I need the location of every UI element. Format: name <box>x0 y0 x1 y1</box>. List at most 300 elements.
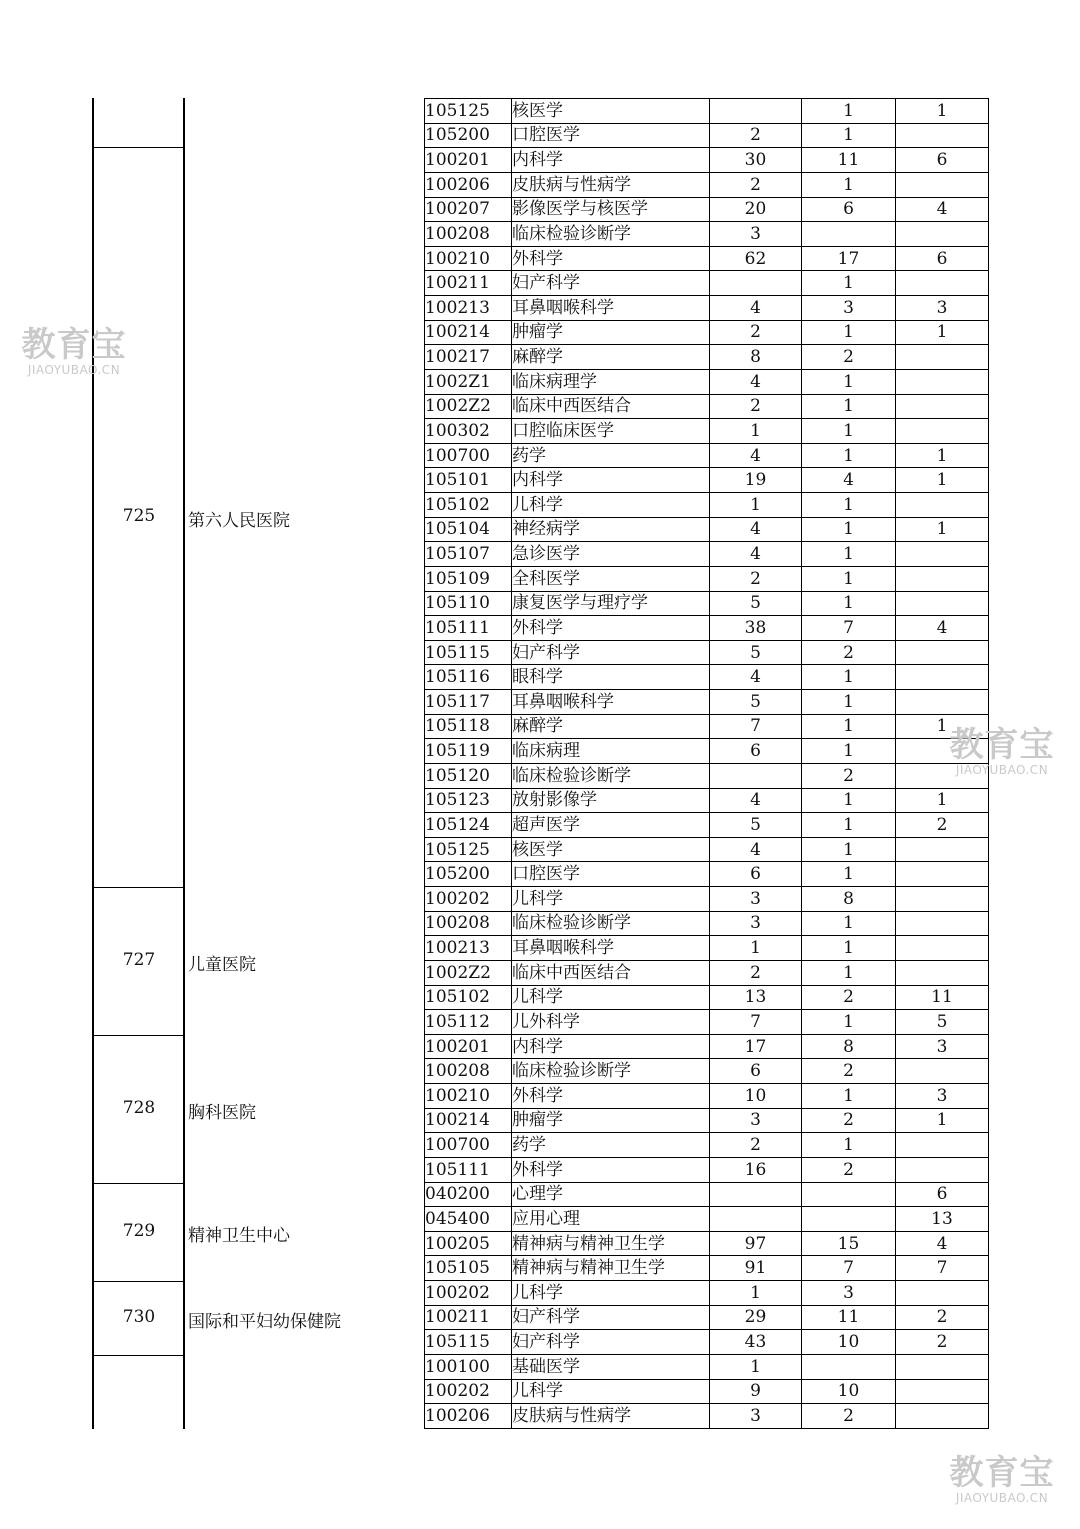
count-col-a-cell: 3 <box>710 887 802 912</box>
program-code-cell: 105112 <box>425 1010 512 1035</box>
count-col-a-cell: 9 <box>710 1379 802 1404</box>
program-code-cell: 100206 <box>425 172 512 197</box>
table-row <box>425 517 989 542</box>
program-name-cell: 急诊医学 <box>512 542 710 567</box>
table-row <box>425 197 989 222</box>
program-name-cell: 心理学 <box>512 1182 710 1207</box>
program-code-cell: 100214 <box>425 320 512 345</box>
count-col-c-cell: 1 <box>896 443 989 468</box>
table-row <box>425 1379 989 1404</box>
count-col-c-cell: 3 <box>896 1034 989 1059</box>
count-col-c-cell <box>896 690 989 715</box>
program-code-cell: 105111 <box>425 616 512 641</box>
program-code-cell: 100208 <box>425 911 512 936</box>
program-code-cell: 105115 <box>425 1330 512 1355</box>
program-name-cell: 肿瘤学 <box>512 1108 710 1133</box>
table-row <box>425 123 989 148</box>
count-col-c-cell: 5 <box>896 1010 989 1035</box>
unit-group-separator <box>92 1035 184 1036</box>
count-col-c-cell: 1 <box>896 788 989 813</box>
count-col-c-cell <box>896 591 989 616</box>
table-row <box>425 493 989 518</box>
program-name-cell: 外科学 <box>512 1084 710 1109</box>
count-col-b-cell <box>802 1354 896 1379</box>
count-col-b-cell: 1 <box>802 665 896 690</box>
count-col-b-cell: 2 <box>802 985 896 1010</box>
count-col-c-cell: 3 <box>896 1084 989 1109</box>
table-row <box>425 1034 989 1059</box>
program-code-cell: 105111 <box>425 1157 512 1182</box>
count-col-c-cell: 1 <box>896 1108 989 1133</box>
unit-name: 第六人民医院 <box>188 511 290 532</box>
watermark-domain: JIAOYUBAO.CN <box>27 363 121 377</box>
table-row <box>425 1330 989 1355</box>
program-name-cell: 超声医学 <box>512 813 710 838</box>
count-col-c-cell: 4 <box>896 616 989 641</box>
program-code-cell: 100202 <box>425 1379 512 1404</box>
count-col-b-cell: 1 <box>802 690 896 715</box>
count-col-a-cell: 8 <box>710 345 802 370</box>
unit-code: 727 <box>122 949 156 970</box>
program-code-cell: 105105 <box>425 1256 512 1281</box>
program-code-cell: 105102 <box>425 985 512 1010</box>
program-name-cell: 核医学 <box>512 837 710 862</box>
table-row <box>425 345 989 370</box>
count-col-b-cell: 1 <box>802 714 896 739</box>
table-row <box>425 369 989 394</box>
unit-group-separator <box>92 1183 184 1184</box>
count-col-a-cell: 43 <box>710 1330 802 1355</box>
count-col-c-cell <box>896 394 989 419</box>
program-code-cell: 100213 <box>425 296 512 321</box>
table-row <box>425 1182 989 1207</box>
program-code-cell: 105110 <box>425 591 512 616</box>
program-code-cell: 100201 <box>425 1034 512 1059</box>
count-col-a-cell: 38 <box>710 616 802 641</box>
count-col-b-cell: 1 <box>802 788 896 813</box>
table-row <box>425 665 989 690</box>
program-code-cell: 105101 <box>425 468 512 493</box>
count-col-b-cell: 2 <box>802 1157 896 1182</box>
table-row <box>425 1059 989 1084</box>
count-col-c-cell <box>896 345 989 370</box>
program-name-cell: 外科学 <box>512 246 710 271</box>
table-row <box>425 1133 989 1158</box>
unit-group-separator <box>92 1355 184 1356</box>
count-col-c-cell <box>896 640 989 665</box>
count-col-a-cell: 3 <box>710 222 802 247</box>
count-col-a-cell: 1 <box>710 936 802 961</box>
count-col-c-cell <box>896 1379 989 1404</box>
table-row <box>425 148 989 173</box>
program-name-cell: 妇产科学 <box>512 1305 710 1330</box>
program-code-cell: 105115 <box>425 640 512 665</box>
program-code-cell: 040200 <box>425 1182 512 1207</box>
count-col-a-cell: 1 <box>710 1354 802 1379</box>
count-col-b-cell: 1 <box>802 419 896 444</box>
count-col-c-cell <box>896 1133 989 1158</box>
count-col-b-cell: 17 <box>802 246 896 271</box>
count-col-a-cell: 2 <box>710 172 802 197</box>
program-name-cell: 核医学 <box>512 99 710 124</box>
program-code-cell: 105123 <box>425 788 512 813</box>
count-col-b-cell: 11 <box>802 1305 896 1330</box>
table-row <box>425 443 989 468</box>
count-col-b-cell: 1 <box>802 172 896 197</box>
program-code-cell: 1002Z2 <box>425 960 512 985</box>
program-name-cell: 临床检验诊断学 <box>512 222 710 247</box>
table-row <box>425 1084 989 1109</box>
program-name-cell: 儿科学 <box>512 1379 710 1404</box>
count-col-c-cell <box>896 1354 989 1379</box>
table-row <box>425 296 989 321</box>
program-name-cell: 眼科学 <box>512 665 710 690</box>
count-col-a-cell: 6 <box>710 739 802 764</box>
program-name-cell: 外科学 <box>512 616 710 641</box>
count-col-b-cell: 1 <box>802 911 896 936</box>
program-name-cell: 皮肤病与性病学 <box>512 1404 710 1429</box>
table-row <box>425 714 989 739</box>
count-col-c-cell <box>896 493 989 518</box>
program-name-cell: 内科学 <box>512 468 710 493</box>
watermark-domain: JIAOYUBAO.CN <box>955 1491 1049 1505</box>
program-name-cell: 临床病理 <box>512 739 710 764</box>
program-name-cell: 肿瘤学 <box>512 320 710 345</box>
count-col-c-cell <box>896 369 989 394</box>
program-code-cell: 100207 <box>425 197 512 222</box>
count-col-b-cell: 1 <box>802 320 896 345</box>
count-col-c-cell: 1 <box>896 99 989 124</box>
count-col-a-cell: 7 <box>710 714 802 739</box>
program-name-cell: 药学 <box>512 443 710 468</box>
count-col-c-cell: 13 <box>896 1207 989 1232</box>
program-name-cell: 麻醉学 <box>512 345 710 370</box>
unit-group-separator <box>92 1281 184 1282</box>
count-col-c-cell: 1 <box>896 714 989 739</box>
count-col-a-cell: 20 <box>710 197 802 222</box>
table-row <box>425 1305 989 1330</box>
table-row <box>425 616 989 641</box>
count-col-c-cell: 2 <box>896 1330 989 1355</box>
count-col-c-cell: 2 <box>896 1305 989 1330</box>
unit-name: 精神卫生中心 <box>188 1225 290 1246</box>
program-code-cell: 100211 <box>425 1305 512 1330</box>
table-row <box>425 542 989 567</box>
count-col-c-cell <box>896 862 989 887</box>
count-col-b-cell: 3 <box>802 296 896 321</box>
count-col-b-cell: 1 <box>802 960 896 985</box>
program-code-cell: 105119 <box>425 739 512 764</box>
table-row <box>425 1157 989 1182</box>
program-code-cell: 105107 <box>425 542 512 567</box>
count-col-b-cell: 15 <box>802 1231 896 1256</box>
count-col-b-cell: 2 <box>802 1059 896 1084</box>
program-code-cell: 100208 <box>425 222 512 247</box>
program-code-cell: 100700 <box>425 1133 512 1158</box>
program-code-cell: 105109 <box>425 566 512 591</box>
count-col-a-cell: 13 <box>710 985 802 1010</box>
unit-code: 730 <box>122 1307 156 1328</box>
unit-code: 725 <box>122 506 156 527</box>
program-name-cell: 应用心理 <box>512 1207 710 1232</box>
program-name-cell: 儿科学 <box>512 493 710 518</box>
count-col-a-cell: 3 <box>710 1108 802 1133</box>
count-col-b-cell: 10 <box>802 1379 896 1404</box>
unit-columns <box>0 0 425 1529</box>
watermark-left <box>16 325 132 377</box>
count-col-c-cell <box>896 542 989 567</box>
program-name-cell: 妇产科学 <box>512 640 710 665</box>
program-code-cell: 100202 <box>425 1281 512 1306</box>
count-col-b-cell: 1 <box>802 1084 896 1109</box>
count-col-c-cell <box>896 1059 989 1084</box>
table-row <box>425 1404 989 1429</box>
count-col-a-cell: 4 <box>710 542 802 567</box>
program-code-cell: 100205 <box>425 1231 512 1256</box>
table-row <box>425 468 989 493</box>
count-col-a-cell: 10 <box>710 1084 802 1109</box>
count-col-b-cell: 8 <box>802 887 896 912</box>
count-col-b-cell: 1 <box>802 591 896 616</box>
count-col-b-cell: 1 <box>802 517 896 542</box>
watermark-bottom <box>944 1453 1060 1505</box>
table-row <box>425 887 989 912</box>
count-col-a-cell: 2 <box>710 1133 802 1158</box>
count-col-a-cell: 4 <box>710 665 802 690</box>
program-name-cell: 口腔医学 <box>512 123 710 148</box>
program-code-cell: 105200 <box>425 862 512 887</box>
count-col-a-cell: 5 <box>710 640 802 665</box>
table-row <box>425 394 989 419</box>
unit-group-separator <box>92 147 184 148</box>
count-col-a-cell: 6 <box>710 1059 802 1084</box>
unit-name: 胸科医院 <box>188 1102 256 1123</box>
count-col-a-cell: 16 <box>710 1157 802 1182</box>
table-row <box>425 985 989 1010</box>
count-col-c-cell: 4 <box>896 197 989 222</box>
unit-name: 国际和平妇幼保健院 <box>188 1312 341 1333</box>
count-col-a-cell: 4 <box>710 517 802 542</box>
count-col-a-cell <box>710 763 802 788</box>
program-name-cell: 临床检验诊断学 <box>512 1059 710 1084</box>
count-col-c-cell: 11 <box>896 985 989 1010</box>
count-col-a-cell: 2 <box>710 566 802 591</box>
count-col-c-cell: 4 <box>896 1231 989 1256</box>
program-name-cell: 外科学 <box>512 1157 710 1182</box>
program-code-cell: 105120 <box>425 763 512 788</box>
count-col-c-cell <box>896 566 989 591</box>
count-col-c-cell: 6 <box>896 1182 989 1207</box>
program-code-cell: 100208 <box>425 1059 512 1084</box>
table-row <box>425 788 989 813</box>
count-col-a-cell: 4 <box>710 443 802 468</box>
table-row <box>425 320 989 345</box>
count-col-c-cell <box>896 419 989 444</box>
program-code-cell: 100217 <box>425 345 512 370</box>
program-name-cell: 耳鼻咽喉科学 <box>512 690 710 715</box>
unit-code: 728 <box>122 1097 156 1118</box>
count-col-b-cell <box>802 1182 896 1207</box>
program-code-cell: 100201 <box>425 148 512 173</box>
table-row <box>425 591 989 616</box>
table-row <box>425 222 989 247</box>
program-name-cell: 妇产科学 <box>512 271 710 296</box>
table-row <box>425 960 989 985</box>
program-code-cell: 100214 <box>425 1108 512 1133</box>
count-col-c-cell <box>896 1281 989 1306</box>
count-col-c-cell <box>896 172 989 197</box>
count-col-c-cell: 1 <box>896 517 989 542</box>
program-name-cell: 皮肤病与性病学 <box>512 172 710 197</box>
program-table <box>424 98 989 1429</box>
program-code-cell: 105102 <box>425 493 512 518</box>
program-code-cell: 100211 <box>425 271 512 296</box>
count-col-a-cell: 29 <box>710 1305 802 1330</box>
count-col-b-cell: 7 <box>802 1256 896 1281</box>
program-name-cell: 儿科学 <box>512 985 710 1010</box>
count-col-c-cell <box>896 1157 989 1182</box>
count-col-b-cell: 1 <box>802 1133 896 1158</box>
count-col-b-cell: 3 <box>802 1281 896 1306</box>
table-row <box>425 813 989 838</box>
count-col-a-cell: 4 <box>710 369 802 394</box>
count-col-b-cell: 1 <box>802 739 896 764</box>
program-code-cell: 1002Z2 <box>425 394 512 419</box>
program-name-cell: 基础医学 <box>512 1354 710 1379</box>
count-col-a-cell: 4 <box>710 296 802 321</box>
table-row <box>425 837 989 862</box>
program-table-body <box>425 99 989 1429</box>
program-code-cell: 045400 <box>425 1207 512 1232</box>
count-col-b-cell: 1 <box>802 862 896 887</box>
count-col-a-cell: 2 <box>710 123 802 148</box>
program-code-cell: 105200 <box>425 123 512 148</box>
count-col-a-cell: 3 <box>710 911 802 936</box>
table-row <box>425 1256 989 1281</box>
count-col-b-cell: 1 <box>802 99 896 124</box>
program-name-cell: 麻醉学 <box>512 714 710 739</box>
count-col-b-cell: 11 <box>802 148 896 173</box>
program-name-cell: 内科学 <box>512 1034 710 1059</box>
count-col-c-cell <box>896 271 989 296</box>
count-col-a-cell: 5 <box>710 690 802 715</box>
program-code-cell: 105116 <box>425 665 512 690</box>
count-col-b-cell: 1 <box>802 1010 896 1035</box>
count-col-c-cell <box>896 123 989 148</box>
count-col-c-cell <box>896 837 989 862</box>
program-name-cell: 临床中西医结合 <box>512 394 710 419</box>
watermark-logo-text: 教育宝 <box>949 725 1055 765</box>
program-name-cell: 儿科学 <box>512 887 710 912</box>
count-col-a-cell: 97 <box>710 1231 802 1256</box>
count-col-b-cell: 1 <box>802 813 896 838</box>
program-name-cell: 耳鼻咽喉科学 <box>512 296 710 321</box>
program-code-cell: 100210 <box>425 246 512 271</box>
count-col-b-cell: 10 <box>802 1330 896 1355</box>
count-col-b-cell: 1 <box>802 394 896 419</box>
table-row <box>425 862 989 887</box>
count-col-b-cell: 2 <box>802 763 896 788</box>
count-col-a-cell <box>710 1207 802 1232</box>
count-col-b-cell: 1 <box>802 542 896 567</box>
program-code-cell: 100700 <box>425 443 512 468</box>
count-col-c-cell <box>896 222 989 247</box>
count-col-b-cell: 1 <box>802 271 896 296</box>
program-name-cell: 全科医学 <box>512 566 710 591</box>
program-code-cell: 100302 <box>425 419 512 444</box>
watermark-logo-text: 教育宝 <box>21 325 127 365</box>
count-col-c-cell: 1 <box>896 468 989 493</box>
program-code-cell: 105104 <box>425 517 512 542</box>
count-col-a-cell: 2 <box>710 960 802 985</box>
program-code-cell: 105118 <box>425 714 512 739</box>
table-row <box>425 1108 989 1133</box>
count-col-a-cell <box>710 99 802 124</box>
count-col-a-cell: 5 <box>710 591 802 616</box>
count-col-a-cell: 2 <box>710 394 802 419</box>
count-col-b-cell: 1 <box>802 443 896 468</box>
count-col-b-cell: 2 <box>802 345 896 370</box>
count-col-c-cell <box>896 1404 989 1429</box>
count-col-c-cell: 3 <box>896 296 989 321</box>
count-col-a-cell: 1 <box>710 493 802 518</box>
table-row <box>425 763 989 788</box>
table-row <box>425 246 989 271</box>
table-row <box>425 271 989 296</box>
program-code-cell: 105117 <box>425 690 512 715</box>
count-col-a-cell <box>710 1182 802 1207</box>
count-col-b-cell: 7 <box>802 616 896 641</box>
unit-group-separator <box>92 887 184 888</box>
unit-col-left-border <box>92 98 94 1429</box>
count-col-a-cell: 4 <box>710 837 802 862</box>
table-row <box>425 419 989 444</box>
program-name-cell: 口腔临床医学 <box>512 419 710 444</box>
count-col-c-cell <box>896 665 989 690</box>
count-col-b-cell <box>802 222 896 247</box>
count-col-c-cell <box>896 960 989 985</box>
program-name-cell: 临床检验诊断学 <box>512 911 710 936</box>
count-col-b-cell: 1 <box>802 493 896 518</box>
program-name-cell: 儿科学 <box>512 1281 710 1306</box>
count-col-b-cell: 2 <box>802 1108 896 1133</box>
unit-name: 儿童医院 <box>188 954 256 975</box>
program-code-cell: 100213 <box>425 936 512 961</box>
program-code-cell: 100100 <box>425 1354 512 1379</box>
count-col-b-cell: 1 <box>802 369 896 394</box>
count-col-b-cell: 2 <box>802 640 896 665</box>
count-col-c-cell: 6 <box>896 246 989 271</box>
program-name-cell: 影像医学与核医学 <box>512 197 710 222</box>
program-code-cell: 100206 <box>425 1404 512 1429</box>
program-name-cell: 药学 <box>512 1133 710 1158</box>
count-col-a-cell: 4 <box>710 788 802 813</box>
table-row <box>425 936 989 961</box>
program-code-cell: 100210 <box>425 1084 512 1109</box>
unit-code: 729 <box>122 1220 156 1241</box>
watermark-logo-text: 教育宝 <box>949 1453 1055 1493</box>
table-row <box>425 1010 989 1035</box>
table-row <box>425 1207 989 1232</box>
count-col-b-cell: 2 <box>802 1404 896 1429</box>
count-col-a-cell: 30 <box>710 148 802 173</box>
table-row <box>425 1281 989 1306</box>
count-col-b-cell <box>802 1207 896 1232</box>
table-row <box>425 99 989 124</box>
watermark-domain: JIAOYUBAO.CN <box>955 763 1049 777</box>
program-name-cell: 临床病理学 <box>512 369 710 394</box>
count-col-a-cell: 91 <box>710 1256 802 1281</box>
